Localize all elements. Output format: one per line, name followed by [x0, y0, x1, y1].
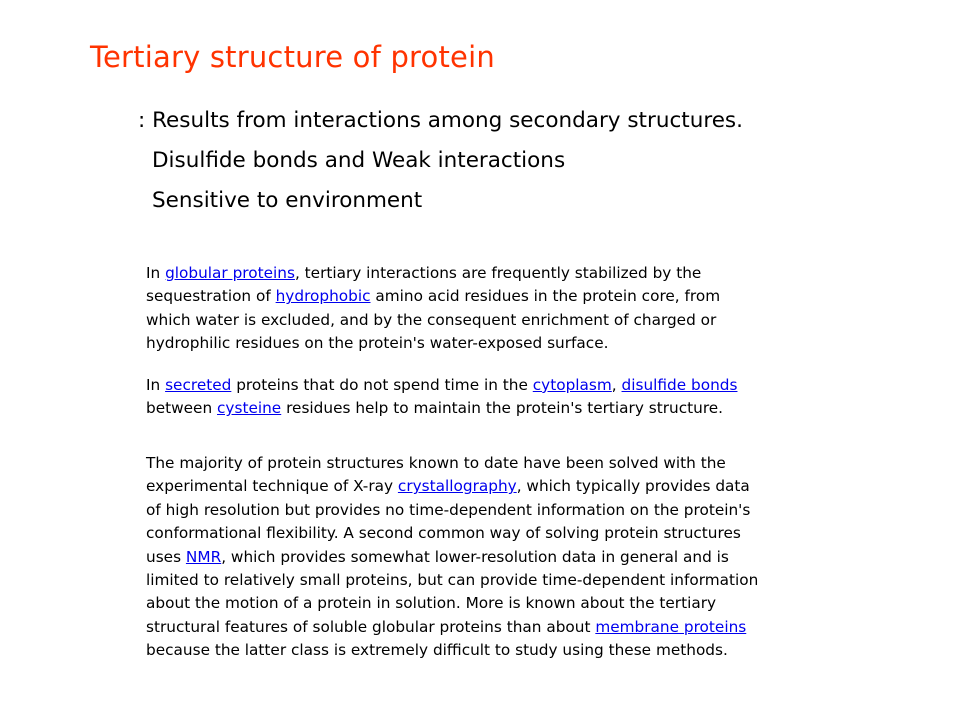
link-hydrophobic[interactable]: hydrophobic: [275, 287, 371, 306]
text-segment: sequestration of: [146, 287, 276, 306]
text-line: [146, 262, 720, 285]
link-secreted[interactable]: secreted: [165, 376, 232, 394]
text-segment: between: [146, 399, 218, 418]
text-segment: residues help to maintain the protein's tertiary structure.: [281, 399, 724, 418]
text-line: [146, 475, 758, 498]
text-segment: ,: [611, 376, 622, 394]
text-line: hydrophilic residues on the protein's water-exposed surface.: [146, 334, 609, 353]
paragraph-secreted-proteins: [146, 374, 737, 421]
text-segment: In: [146, 264, 166, 282]
text-line: [146, 546, 758, 569]
text-line: [146, 397, 737, 420]
text-line: of high resolution but provides no time-dependent information on the protein's: [146, 500, 751, 519]
link-cysteine[interactable]: cysteine: [217, 399, 282, 418]
link-globular-proteins[interactable]: globular proteins: [165, 264, 295, 282]
text-line: conformational flexibility. A second common way of solving protein structures: [146, 524, 741, 543]
text-line: about the motion of a protein in solution. More is known about the tertiary: [146, 594, 717, 613]
link-disulfide-bonds[interactable]: disulfide bonds: [621, 376, 738, 394]
link-membrane-proteins[interactable]: membrane proteins: [595, 617, 747, 636]
text-segment: , which typically provides data: [516, 477, 750, 496]
link-nmr[interactable]: NMR: [185, 547, 222, 566]
text-line: [146, 374, 737, 397]
text-segment: proteins that do not spend time in the: [231, 376, 533, 394]
text-line: because the latter class is extremely difficult to study using these methods.: [146, 641, 728, 660]
link-crystallography[interactable]: crystallography: [397, 477, 517, 496]
text-line: limited to relatively small proteins, but can provide time-dependent information: [146, 571, 759, 590]
bullet-sensitive-environment: Sensitive to environment: [152, 188, 423, 213]
bullet-secondary-interactions: : Results from interactions among secondary structures.: [138, 108, 743, 133]
text-segment: experimental technique of X-ray: [146, 477, 398, 496]
text-segment: , which provides somewhat lower-resolution data in general and is: [221, 547, 729, 566]
text-segment: , tertiary interactions are frequently stabilized by the: [294, 264, 702, 282]
text-segment: uses: [146, 547, 186, 566]
bullet-disulfide-weak: Disulfide bonds and Weak interactions: [152, 148, 566, 173]
text-segment: structural features of soluble globular proteins than about: [146, 617, 596, 636]
link-cytoplasm[interactable]: cytoplasm: [532, 376, 612, 394]
text-segment: amino acid residues in the protein core, from: [370, 287, 721, 306]
text-line: The majority of protein structures known to date have been solved with the: [146, 454, 726, 472]
paragraph-structure-methods: [146, 452, 758, 663]
text-line: [146, 616, 758, 639]
text-segment: In: [146, 376, 166, 394]
text-line: [146, 285, 720, 308]
slide-title: Tertiary structure of protein: [90, 40, 495, 74]
paragraph-globular-proteins: [146, 262, 720, 356]
text-line: which water is excluded, and by the consequent enrichment of charged or: [146, 310, 717, 329]
